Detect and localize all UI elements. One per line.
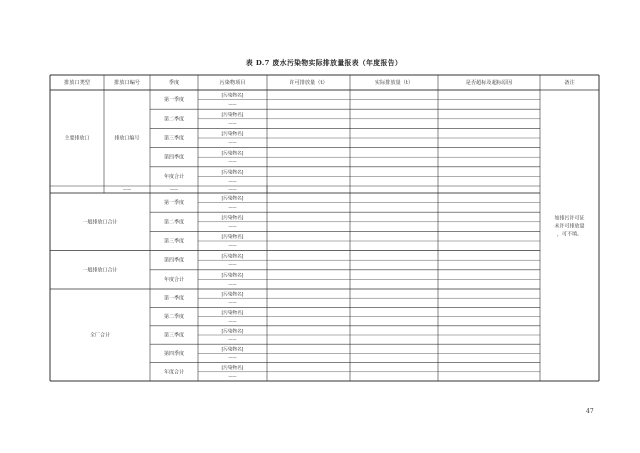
column-header: 许可排放量（t） bbox=[289, 80, 328, 86]
outlet-type-label: 一般排放口合计 bbox=[82, 219, 118, 226]
column-header: 季度 bbox=[168, 80, 180, 86]
column-header: 是否超标及超标原因 bbox=[465, 80, 513, 86]
quarter-label: 第一季度 bbox=[163, 200, 185, 207]
remark-text: 如排污许可证 bbox=[554, 215, 585, 222]
quarter-label: 第三季度 bbox=[163, 332, 185, 339]
pollutant-name: [污染物名] bbox=[221, 366, 244, 372]
pollutant-name: [污染物名] bbox=[221, 215, 244, 221]
column-header: 排放口编号 bbox=[114, 80, 140, 86]
pollutant-dash: —— bbox=[228, 373, 237, 379]
page-number: 47 bbox=[586, 408, 594, 415]
quarter-label: 第四季度 bbox=[163, 154, 185, 161]
remark-text: 未许可排放量 bbox=[554, 223, 585, 230]
pollutant-dash: —— bbox=[228, 299, 237, 305]
pollutant-dash: —— bbox=[228, 242, 237, 248]
quarter-label: 第三季度 bbox=[163, 135, 185, 142]
pollutant-name: [污染物名] bbox=[221, 292, 244, 298]
quarter-label: 第二季度 bbox=[163, 116, 185, 123]
pollutant-name: [污染物名] bbox=[221, 132, 244, 138]
pollutant-name: [污染物名] bbox=[221, 254, 244, 260]
pollutant-dash: —— bbox=[228, 336, 237, 342]
pollutant-dash: —— bbox=[228, 262, 237, 268]
pollutant-dash: —— bbox=[228, 101, 237, 107]
pollutant-dash: —— bbox=[228, 120, 237, 126]
pollutant-name: [污染物名] bbox=[221, 273, 244, 279]
outlet-type-label: 一般排放口合计 bbox=[82, 267, 118, 274]
pollutant-name: [污染物名] bbox=[221, 310, 244, 316]
column-header: 排放口类型 bbox=[64, 80, 90, 86]
pollutant-name: [污染物名] bbox=[221, 196, 244, 202]
quarter-label: 第二季度 bbox=[163, 314, 185, 321]
pollutant-name: [污染物名] bbox=[221, 112, 244, 118]
pollutant-name: [污染物名] bbox=[221, 347, 244, 353]
quarter-label: 第四季度 bbox=[163, 350, 185, 357]
quarter-label: 第一季度 bbox=[163, 97, 185, 104]
pollutant-name: [污染物名] bbox=[221, 170, 244, 176]
pollutant-dash: —— bbox=[228, 355, 237, 361]
pollutant-dash: —— bbox=[228, 281, 237, 287]
quarter-label: 年度合计 bbox=[163, 369, 185, 376]
dash-cell: —— bbox=[169, 186, 179, 192]
quarter-label: 第三季度 bbox=[163, 238, 185, 245]
quarter-label: 第四季度 bbox=[163, 257, 185, 264]
pollutant-name: [污染物名] bbox=[221, 329, 244, 335]
pollutant-name: [污染物名] bbox=[221, 235, 244, 241]
quarter-label: 年度合计 bbox=[163, 173, 185, 180]
pollutant-dash: —— bbox=[228, 178, 237, 184]
outlet-id-label: 排放口编号 bbox=[114, 135, 140, 142]
column-header: 实际排放量（t） bbox=[374, 80, 414, 86]
pollutant-dash: —— bbox=[228, 159, 237, 165]
dash-cell: —— bbox=[122, 186, 132, 192]
dash-cell: —— bbox=[228, 186, 237, 192]
pollutant-dash: —— bbox=[228, 223, 237, 229]
pollutant-dash: —— bbox=[228, 318, 237, 324]
remark-text: ，可不填。 bbox=[556, 231, 583, 238]
pollutant-name: [污染物名] bbox=[221, 151, 244, 157]
pollutant-dash: —— bbox=[228, 204, 237, 210]
quarter-label: 第一季度 bbox=[163, 295, 185, 302]
pollutant-name: [污染物名] bbox=[221, 93, 244, 99]
quarter-label: 第二季度 bbox=[163, 219, 185, 226]
outlet-type-label: 全厂合计 bbox=[89, 332, 111, 339]
quarter-label: 年度合计 bbox=[163, 276, 185, 283]
table-title: 表 D.7 废水污染物实际排放量报表（年度报告） bbox=[245, 59, 403, 67]
column-header: 备注 bbox=[564, 80, 575, 86]
pollutant-dash: —— bbox=[228, 139, 237, 145]
outlet-type-label: 主要排放口 bbox=[64, 135, 90, 142]
column-header: 污染物项目 bbox=[219, 80, 246, 86]
